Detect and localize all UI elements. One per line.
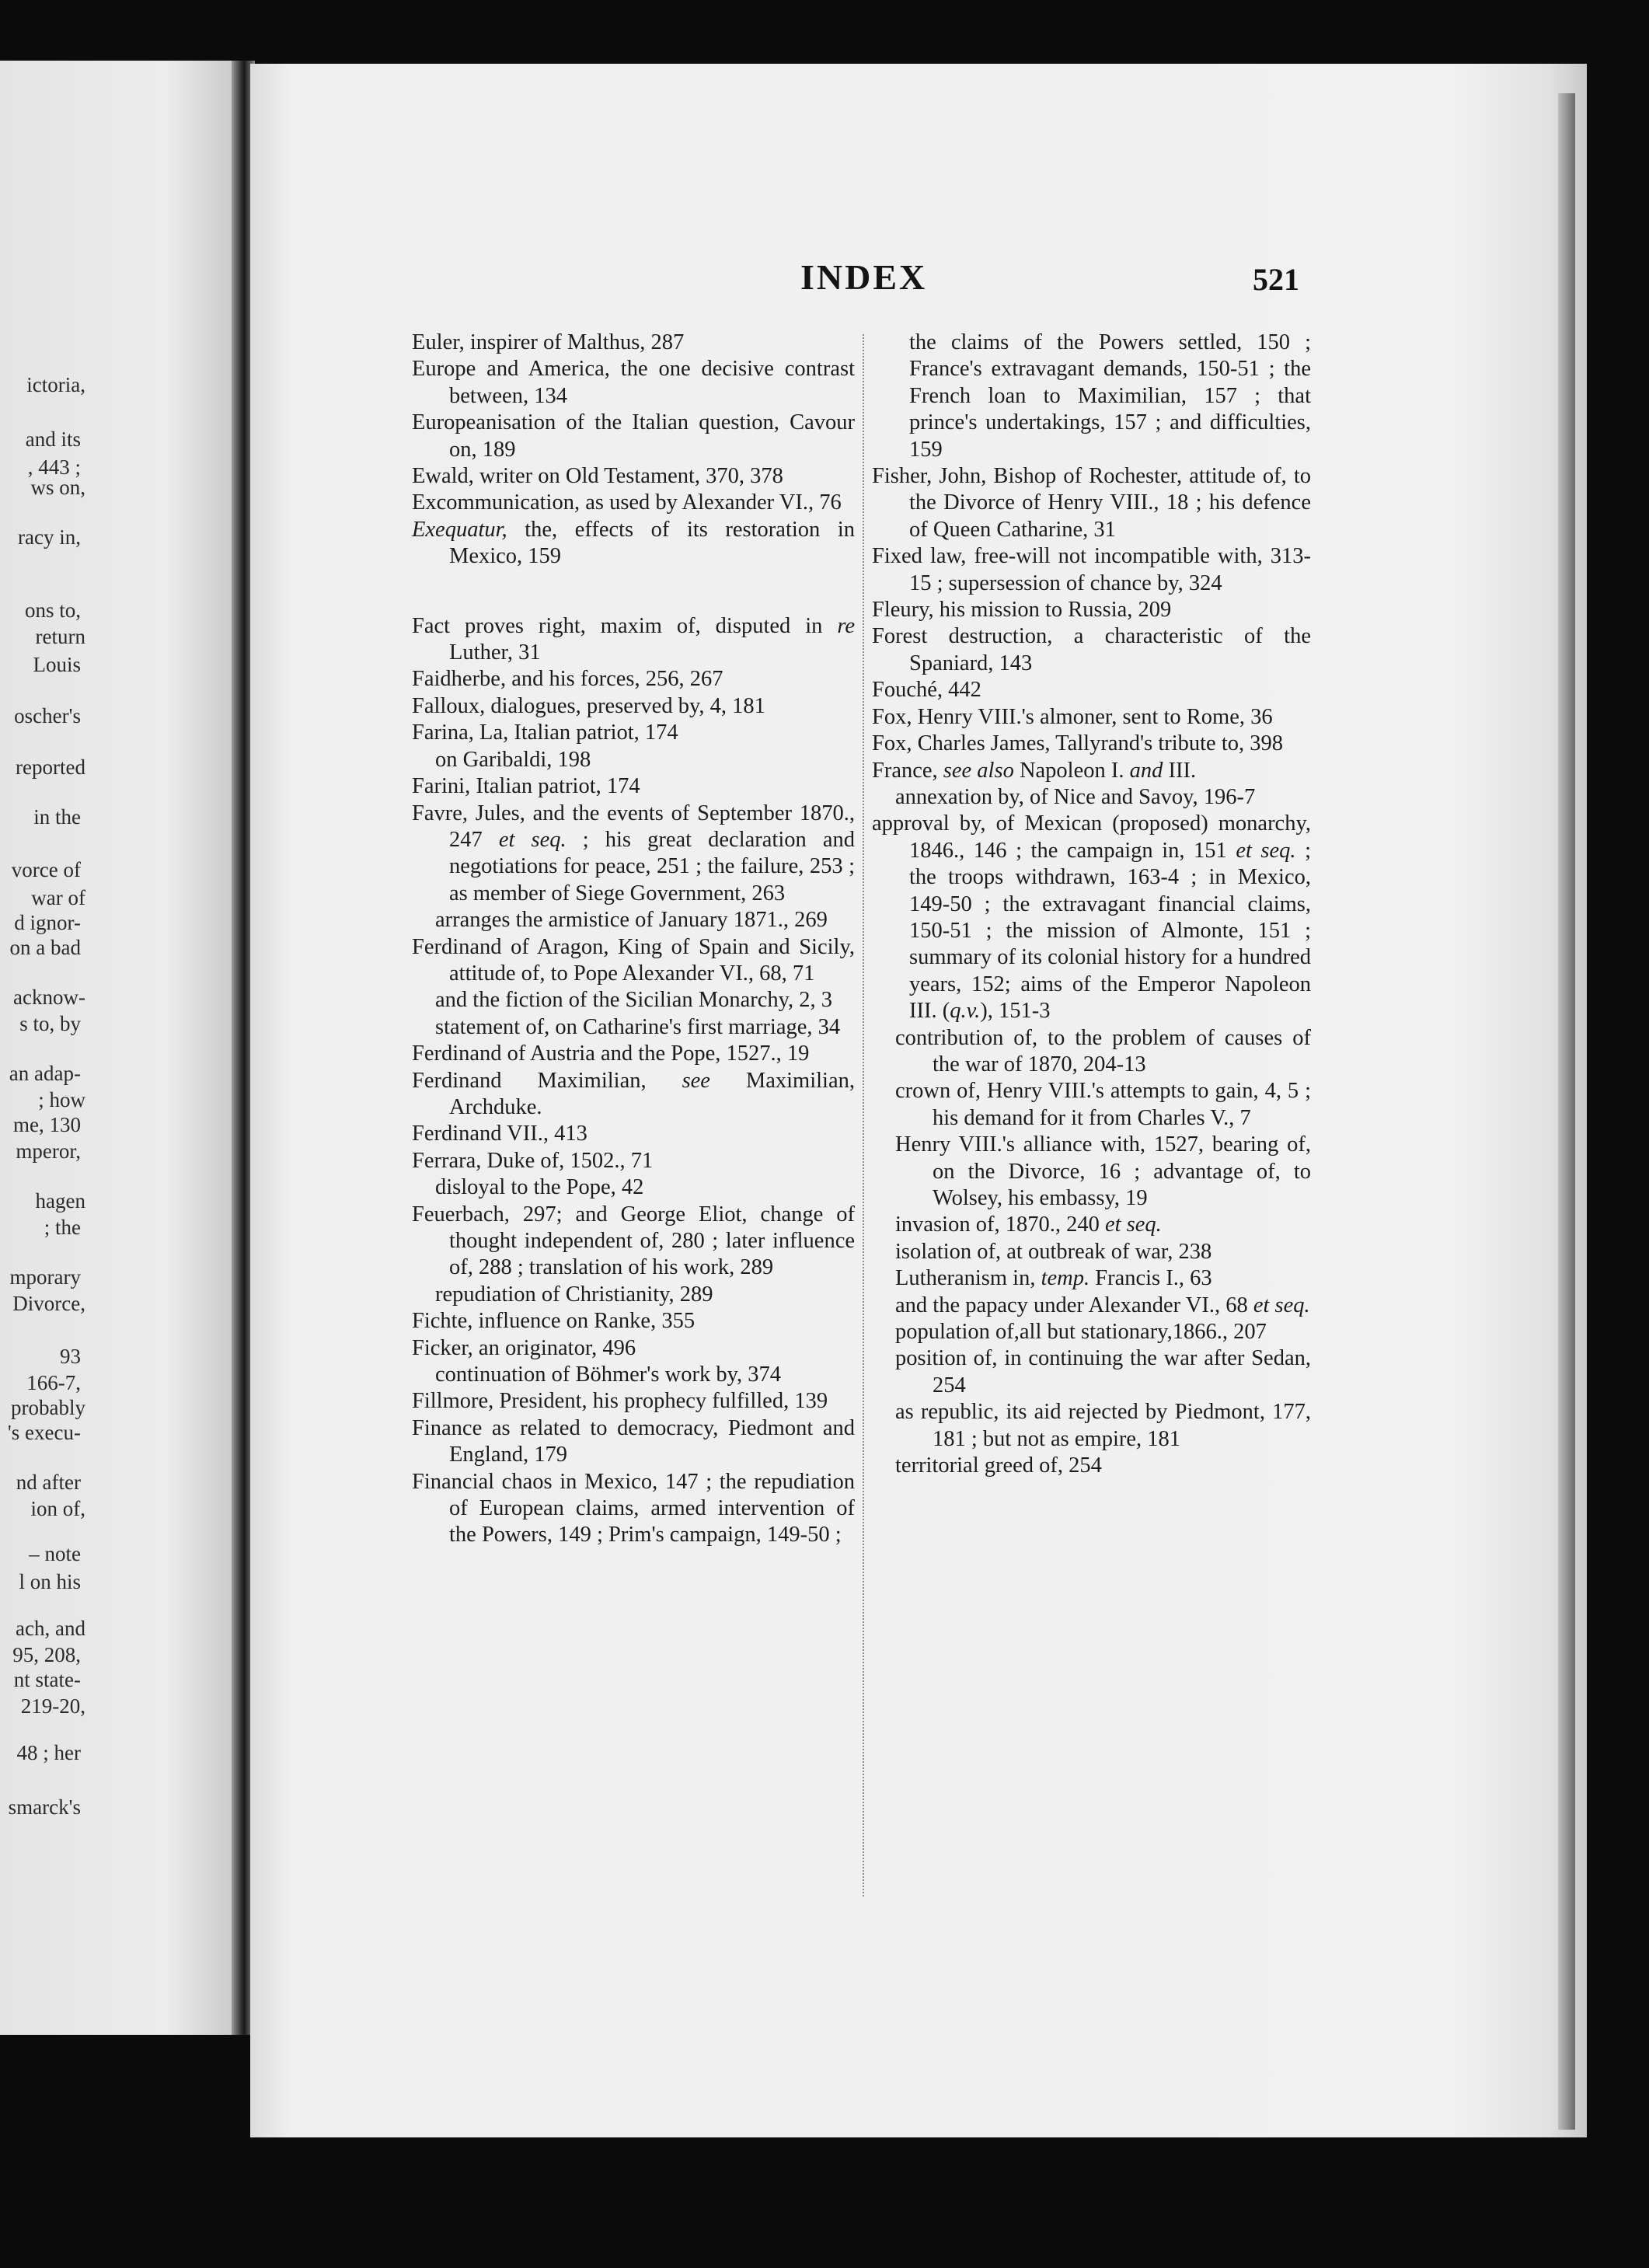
index-column-1	[412, 330, 855, 1549]
index-subentry	[412, 1362, 855, 1388]
index-entry	[412, 693, 855, 720]
left-page-fragment: vorce of	[11, 858, 81, 881]
left-page-fragment: nd after	[16, 1471, 81, 1494]
left-page-fragment: ons to,	[24, 598, 81, 622]
italic-term: et seq.	[1236, 838, 1296, 863]
index-subentry	[872, 784, 1311, 811]
index-subentry	[872, 1319, 1311, 1345]
entry-text: position of, in continuing the war after Sedan, 254	[895, 1346, 1311, 1397]
italic-term: et seq.	[1104, 1213, 1162, 1237]
left-page-fragment: – note	[29, 1542, 81, 1565]
italic-term: re	[837, 613, 855, 638]
index-subentry	[872, 1453, 1311, 1479]
italic-term: et seq.	[1253, 1293, 1310, 1317]
index-subentry	[872, 1132, 1311, 1212]
left-page-fragment: nt state-	[13, 1668, 81, 1691]
entry-text: the, effects of its restoration in Mexico, 159	[449, 517, 855, 569]
index-entry	[872, 758, 1311, 784]
index-entry	[412, 1308, 855, 1335]
index-subentry	[872, 1078, 1311, 1132]
entry-text: France,	[872, 758, 943, 783]
left-page-fragment: probably	[11, 1396, 85, 1419]
left-page-fragment: in the	[33, 805, 81, 829]
left-page-fragment: return	[35, 625, 85, 648]
left-page-fragment: Divorce,	[12, 1292, 85, 1315]
left-page-fragment: l on his	[19, 1570, 81, 1593]
entry-text: Ferdinand Maximilian,	[412, 1068, 682, 1093]
entry-text: Francis I., 63	[1089, 1266, 1212, 1291]
entry-text: Ferrara, Duke of, 1502., 71	[412, 1148, 654, 1173]
index-entry	[872, 704, 1311, 731]
entry-text: arranges the armistice of January 1871., 269	[435, 908, 828, 933]
index-subentry	[412, 1174, 855, 1201]
entry-text: invasion of, 1870., 240	[895, 1213, 1105, 1237]
left-page-fragment: 's execu-	[7, 1421, 81, 1444]
entry-text: Euler, inspirer of Malthus, 287	[412, 330, 685, 354]
index-column-2	[872, 330, 1311, 1479]
index-entry	[412, 1068, 855, 1122]
left-page-fragment: acknow-	[13, 986, 85, 1009]
left-page-fragment: 93	[60, 1345, 81, 1368]
index-entry	[872, 811, 1311, 1024]
entry-text: as republic, its aid rejected by Piedmont, 177, 181 ; but not as empire, 181	[895, 1400, 1311, 1451]
entry-text: Fichte, influence on Ranke, 355	[412, 1309, 696, 1334]
index-entry	[412, 463, 855, 490]
entry-text: continuation of Böhmer's work by, 374	[435, 1363, 781, 1387]
entry-text: Favre, Jules, and the events of September 1870., 247	[412, 801, 855, 852]
index-entry	[872, 623, 1311, 677]
index-subentry	[872, 1239, 1311, 1265]
index-subentry	[872, 1399, 1311, 1453]
entry-text: and the papacy under Alexander VI., 68	[895, 1293, 1253, 1317]
entry-text: ; the troops withdrawn, 163-4 ; in Mexico, 149-50 ; the extravagant financial claims, 150-51 ; the mission of Almonte, 151 ; summary of its colonial history for a hundred years, 152; aims of the Emperor Napoleon III. (	[909, 838, 1311, 1024]
left-page-fragment: s to, by	[19, 1012, 81, 1035]
entry-text: Ferdinand of Austria and the Pope, 1527., 19	[412, 1042, 810, 1066]
left-page-fragment: war of	[31, 886, 85, 909]
index-subentry	[872, 1212, 1311, 1238]
index-entry	[412, 356, 855, 410]
index-entry	[412, 720, 855, 746]
index-entry	[412, 1041, 855, 1067]
italic-term: et seq.	[498, 827, 567, 852]
index-subentry	[412, 1014, 855, 1041]
entry-text: ), 151-3	[980, 999, 1051, 1024]
index-subentry	[872, 1293, 1311, 1319]
italic-term: and	[1129, 758, 1163, 783]
left-page-fragment: and its	[25, 427, 81, 451]
entry-text: Farina, La, Italian patriot, 174	[412, 721, 678, 745]
index-subentry	[412, 747, 855, 773]
index-entry	[872, 463, 1311, 543]
italic-term: temp.	[1041, 1266, 1090, 1291]
entry-text: crown of, Henry VIII.'s attempts to gain, 4, 5 ; his demand for it from Charles V., 7	[895, 1079, 1311, 1130]
entry-text: III.	[1163, 758, 1197, 783]
index-entry	[412, 1469, 855, 1549]
index-entry	[412, 490, 855, 516]
italic-term: Exequatur,	[412, 517, 507, 542]
index-entry	[872, 731, 1311, 757]
entry-text: Feuerbach, 297; and George Eliot, change of thought independent of, 280 ; later influence of, 288 ; translation of his work, 289	[412, 1202, 855, 1280]
entry-text: Maximilian, Archduke.	[449, 1068, 856, 1119]
left-page-fragment: an adap-	[9, 1062, 81, 1085]
left-page-fragment: , 443 ;	[27, 455, 81, 479]
left-page-fragment: ictoria,	[26, 373, 85, 396]
entry-text: Faidherbe, and his forces, 256, 267	[412, 667, 723, 692]
left-page-fragment: ion of,	[30, 1497, 85, 1520]
left-page-fragment: reported	[16, 755, 85, 779]
left-page-fragment: 166-7,	[26, 1371, 81, 1394]
column-divider	[863, 334, 864, 1896]
left-page-fragment: 95, 208,	[12, 1643, 81, 1666]
entry-text: Fleury, his mission to Russia, 209	[872, 598, 1172, 623]
index-entry	[412, 330, 855, 356]
left-page-fragment: on a bad	[9, 936, 81, 959]
entry-text: Ferdinand of Aragon, King of Spain and Sicily, attitude of, to Pope Alexander VI., 68, 71	[412, 934, 855, 986]
entry-text: ; his great declaration and negotiations for peace, 251 ; the failure, 253 ; as member of Siege Government, 263	[449, 827, 855, 905]
entry-text: Europeanisation of the Italian question, Cavour on, 189	[412, 410, 855, 462]
left-page-fragment: 219-20,	[20, 1694, 85, 1718]
index-entry	[412, 801, 855, 908]
index-entry	[412, 410, 855, 463]
left-page-edge	[0, 61, 237, 2035]
left-page-fragment: 48 ; her	[16, 1741, 81, 1764]
italic-term: q.v.	[950, 999, 981, 1024]
index-entry	[872, 543, 1311, 597]
book-edge	[1558, 93, 1575, 2130]
left-page-fragment: ach, and	[16, 1617, 85, 1640]
entry-text: territorial greed of, 254	[895, 1453, 1102, 1478]
page-number: 521	[1253, 262, 1299, 297]
entry-text: Ferdinand VII., 413	[412, 1122, 587, 1146]
index-entry	[872, 677, 1311, 703]
entry-text: Lutheranism in,	[895, 1266, 1041, 1291]
left-page-fragment: smarck's	[8, 1795, 81, 1819]
index-entry	[412, 773, 855, 800]
left-page-fragment: ; how	[38, 1088, 85, 1111]
entry-text: Farini, Italian patriot, 174	[412, 774, 640, 799]
left-page-fragment: mperor,	[16, 1139, 81, 1163]
entry-text: Ficker, an originator, 496	[412, 1335, 636, 1360]
index-subentry	[412, 907, 855, 933]
index-subentry	[872, 1265, 1311, 1292]
entry-text: population of,all but stationary,1866., 207	[895, 1320, 1267, 1345]
left-page-fragment: racy in,	[18, 525, 81, 549]
left-page-fragment: me, 130	[13, 1113, 81, 1136]
left-page-fragment: ws on,	[30, 476, 85, 499]
left-page-fragment: hagen	[35, 1189, 85, 1213]
entry-text: on Garibaldi, 198	[435, 747, 591, 772]
index-entry	[412, 517, 855, 570]
entry-text: contribution of, to the problem of causes of the war of 1870, 204-13	[895, 1025, 1311, 1076]
entry-text: repudiation of Christianity, 289	[435, 1282, 713, 1307]
left-page-fragment: mporary	[9, 1265, 81, 1289]
entry-text: Fox, Charles James, Tallyrand's tribute to, 398	[872, 731, 1284, 756]
entry-text: the claims of the Powers settled, 150 ; France's extravagant demands, 150-51 ; the French loan to Maximilian, 157 ; that prince's undertakings, 157 ; and difficulties, 159	[909, 330, 1311, 462]
left-page-fragment: oscher's	[14, 704, 81, 728]
entry-text: isolation of, at outbreak of war, 238	[895, 1239, 1212, 1264]
index-entry	[412, 613, 855, 667]
entry-text: Excommunication, as used by Alexander VI., 76	[412, 490, 842, 515]
entry-text: Fisher, John, Bishop of Rochester, attitude of, to the Divorce of Henry VIII., 18 ; his defence of Queen Catharine, 31	[872, 464, 1311, 542]
index-entry	[872, 330, 1311, 463]
index-entry	[872, 597, 1311, 623]
entry-text: Financial chaos in Mexico, 147 ; the repudiation of European claims, armed intervention of the Powers, 149 ; Prim's campaign, 149-50 ;	[412, 1469, 855, 1547]
page-title: INDEX	[800, 257, 928, 297]
entry-text: and the fiction of the Sicilian Monarchy, 2, 3	[435, 988, 833, 1013]
entry-text: Europe and America, the one decisive contrast between, 134	[412, 357, 855, 408]
entry-text: Forest destruction, a characteristic of the Spaniard, 143	[872, 624, 1311, 675]
left-page-fragment: ; the	[44, 1216, 81, 1239]
index-entry	[412, 1148, 855, 1174]
index-subentry	[412, 987, 855, 1014]
index-subentry	[872, 1345, 1311, 1399]
page-header	[0, 256, 1649, 303]
entry-text: Fixed law, free-will not incompatible with, 313-15 ; supersession of chance by, 324	[872, 544, 1311, 595]
entry-text: Fouché, 442	[872, 678, 981, 703]
entry-text: Finance as related to democracy, Piedmont and England, 179	[412, 1415, 855, 1467]
index-subentry	[412, 1282, 855, 1308]
entry-text: disloyal to the Pope, 42	[435, 1175, 644, 1200]
index-entry	[412, 666, 855, 693]
entry-text: annexation by, of Nice and Savoy, 196-7	[895, 784, 1256, 809]
entry-text: Luther, 31	[449, 640, 541, 665]
index-entry	[412, 1335, 855, 1362]
entry-text: Henry VIII.'s alliance with, 1527, bearing of, on the Divorce, 16 ; advantage of, to Wolsey, his embassy, 19	[895, 1132, 1311, 1210]
left-page-fragment: d ignor-	[14, 911, 81, 934]
entry-text: Ewald, writer on Old Testament, 370, 378	[412, 464, 783, 489]
italic-term: see	[682, 1068, 710, 1093]
entry-text: Fact proves right, maxim of, disputed in	[412, 613, 838, 638]
italic-term: see also	[943, 758, 1014, 783]
entry-text: Fox, Henry VIII.'s almoner, sent to Rome, 36	[872, 704, 1273, 729]
index-entry	[412, 1202, 855, 1282]
entry-text: Fillmore, President, his prophecy fulfilled, 139	[412, 1389, 828, 1414]
index-subentry	[872, 1025, 1311, 1079]
entry-text: Falloux, dialogues, preserved by, 4, 181	[412, 693, 765, 718]
index-entry	[412, 1121, 855, 1147]
section-gap	[412, 570, 855, 613]
left-page-fragment: Louis	[33, 653, 81, 676]
entry-text: approval by, of Mexican (proposed) monarchy, 1846., 146 ; the campaign in, 151	[872, 811, 1311, 863]
index-entry	[412, 1415, 855, 1469]
entry-text: statement of, on Catharine's first marriage, 34	[435, 1014, 841, 1039]
entry-text: Napoleon I.	[1013, 758, 1130, 783]
index-entry	[412, 1388, 855, 1415]
index-entry	[412, 934, 855, 988]
